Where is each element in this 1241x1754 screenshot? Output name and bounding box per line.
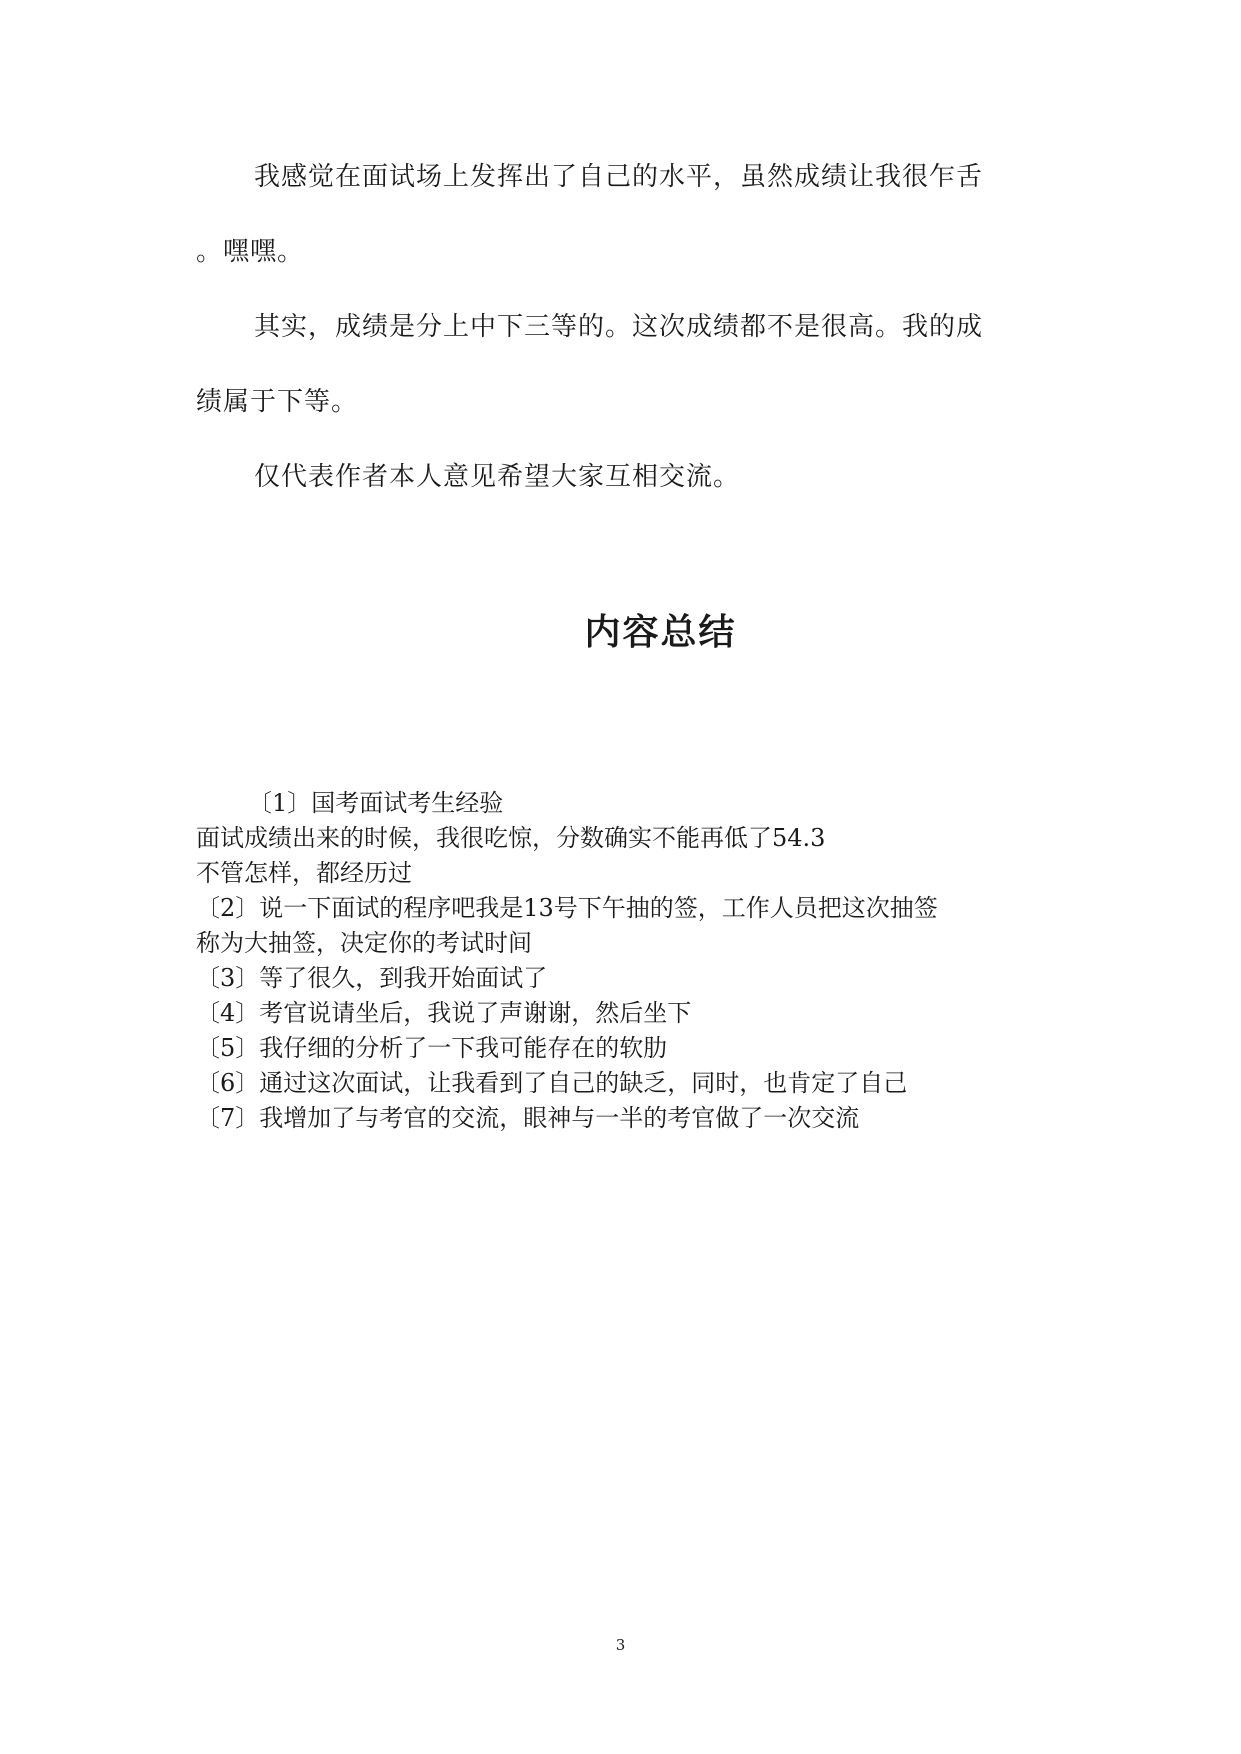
summary-line: 〔1〕国考面试考生经验 — [248, 789, 504, 817]
body-paragraph — [196, 290, 1056, 440]
summary-line: 〔4〕考官说请坐后，我说了声谢谢，然后坐下 — [196, 999, 692, 1027]
summary-line: 〔7〕我增加了与考官的交流，眼神与一半的考官做了一次交流 — [196, 1104, 860, 1132]
paragraph-line: 我感觉在面试场上发挥出了自己的水平，虽然成绩让我很乍舌 — [254, 162, 984, 192]
summary-line: 〔6〕通过这次面试，让我看到了自己的缺乏，同时，也肯定了自己 — [196, 1069, 908, 1097]
page-number: 3 — [615, 1636, 626, 1654]
paragraph-line: 。嘿嘿。 — [196, 237, 305, 267]
body-paragraph — [196, 140, 1056, 290]
summary-line: 〔5〕我仔细的分析了一下我可能存在的软肋 — [196, 1034, 668, 1062]
summary-heading: 内容总结 — [584, 612, 737, 653]
summary-line: 面试成绩出来的时候，我很吃惊，分数确实不能再低了54.3 — [196, 824, 826, 852]
paragraph-line: 绩属于下等。 — [196, 387, 359, 417]
summary-list — [196, 786, 1056, 1136]
summary-line: 不管怎样，都经历过 — [196, 859, 412, 887]
summary-line: 〔2〕说一下面试的程序吧我是13号下午抽的签，工作人员把这次抽签 — [196, 894, 938, 922]
summary-line: 〔3〕等了很久，到我开始面试了 — [196, 964, 548, 992]
summary-line: 称为大抽签，决定你的考试时间 — [196, 929, 532, 957]
paragraph-line: 仅代表作者本人意见希望大家互相交流。 — [254, 462, 741, 492]
body-paragraph — [196, 440, 1056, 515]
paragraph-line: 其实，成绩是分上中下三等的。这次成绩都不是很高。我的成 — [254, 312, 984, 342]
